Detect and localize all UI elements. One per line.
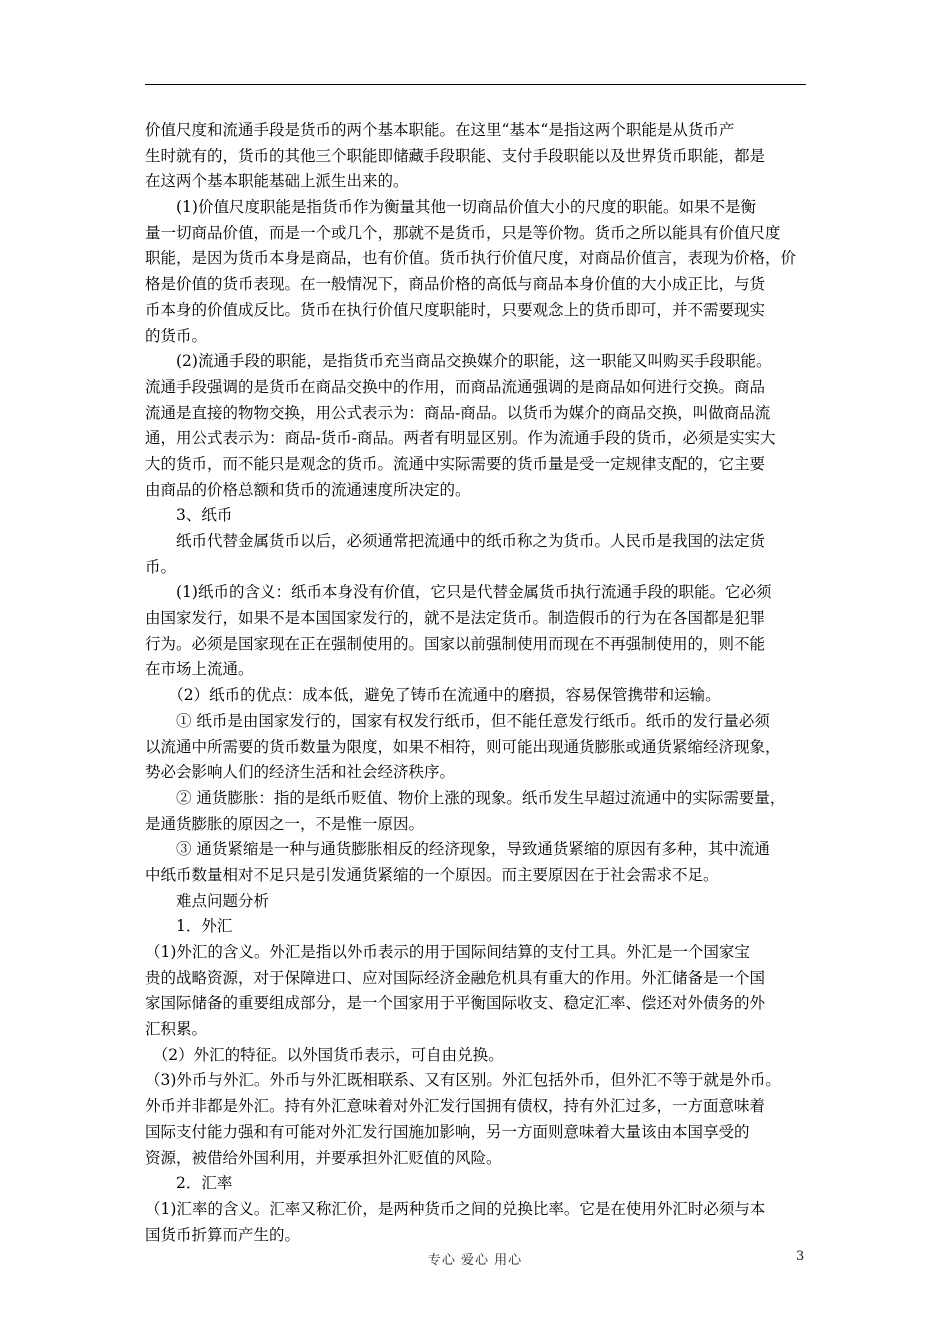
text-line: (1)纸币的含义：纸币本身没有价值，它只是代替金属货币执行流通手段的职能。它必须: [145, 583, 772, 602]
text-line: 大的货币，而不能只是观念的货币。流通中实际需要的货币量是受一定规律支配的，它主要: [145, 454, 766, 473]
page-number: 3: [796, 1249, 805, 1264]
text-line: 2．汇率: [145, 1174, 233, 1193]
text-line: 外币并非都是外汇。持有外汇意味着对外汇发行国拥有债权，持有外汇过多，一方面意味着: [145, 1097, 766, 1116]
text-line: 势必会影响人们的经济生活和社会经济秩序。: [145, 763, 456, 782]
text-line: 生时就有的，货币的其他三个职能即储藏手段职能、支付手段职能以及世界货币职能，都是: [145, 146, 766, 165]
text-line: ② 通货膨胀：指的是纸币贬值、物价上涨的现象。纸币发生早超过流通中的实际需要量，: [145, 788, 786, 807]
text-line: 币。: [145, 557, 177, 576]
text-line: 流通是直接的物物交换，用公式表示为：商品-商品。以货币为媒介的商品交换，叫做商品流: [145, 403, 771, 422]
text-line: 职能，是因为货币本身是商品，也有价值。货币执行价值尺度，对商品价值言，表现为价格，价: [145, 249, 797, 268]
text-line: 是通货膨胀的原因之一，不是惟一原因。: [145, 814, 425, 833]
text-line: 由国家发行，如果不是本国国家发行的，就不是法定货币。制造假币的行为在各国都是犯罪: [145, 609, 766, 628]
text-line: 1．外汇: [145, 917, 233, 936]
text-line: （1)汇率的含义。汇率又称汇价，是两种货币之间的兑换比率。它是在使用外汇时必须与本: [145, 1199, 766, 1218]
text-line: 难点问题分析: [145, 891, 270, 910]
text-line: ① 纸币是由国家发行的，国家有权发行纸币，但不能任意发行纸币。纸币的发行量必须: [145, 711, 770, 730]
text-line: 流通手段强调的是货币在商品交换中的作用，而商品流通强调的是商品如何进行交换。商品: [145, 377, 766, 396]
text-line: ③ 通货紧缩是一种与通货膨胀相反的经济现象，导致通货紧缩的原因有多种，其中流通: [145, 840, 770, 859]
text-line: 国际支付能力强和有可能对外汇发行国施加影响，另一方面则意味着大量该由本国享受的: [145, 1122, 750, 1141]
text-line: 家国际储备的重要组成部分，是一个国家用于平衡国际收支、稳定汇率、偿还对外债务的外: [145, 994, 766, 1013]
footer-motto: 专心 爱心 用心: [427, 1253, 523, 1268]
text-line: （2）外汇的特征。以外国货币表示，可自由兑换。: [145, 1045, 504, 1064]
text-line: 国货币折算而产生的。: [145, 1225, 301, 1244]
text-line: 在这两个基本职能基础上派生出来的。: [145, 172, 409, 191]
text-line: 纸币代替金属货币以后，必须通常把流通中的纸币称之为货币。人民币是我国的法定货: [145, 532, 766, 550]
text-line: 中纸币数量相对不足只是引发通货紧缩的一个原因。而主要原因在于社会需求不足。: [145, 865, 719, 884]
text-line: 资源，被借给外国利用，并要承担外汇贬值的风险。: [145, 1148, 502, 1167]
text-line: 行为。必须是国家现在正在强制使用的。国家以前强制使用而现在不再强制使用的，则不能: [145, 634, 766, 653]
text-line: 以流通中所需要的货币数量为限度，如果不相符，则可能出现通货膨胀或通货紧缩经济现象，: [145, 737, 781, 756]
text-line: （1)外汇的含义。外汇是指以外币表示的用于国际间结算的支付工具。外汇是一个国家宝: [145, 943, 750, 961]
text-line: (1)价值尺度职能是指货币作为衡量其他一切商品价值大小的尺度的职能。如果不是衡: [145, 198, 756, 217]
text-line: 格是价值的货币表现。在一般情况下，商品价格的高低与商品本身价值的大小成正比，与货: [145, 275, 766, 294]
text-line: (2)流通手段的职能，是指货币充当商品交换媒介的职能，这一职能又叫购买手段职能。: [145, 352, 772, 371]
text-line: 的货币。: [145, 326, 208, 345]
text-line: 价值尺度和流通手段是货币的两个基本职能。在这里“基本“是指这两个职能是从货币产: [145, 121, 735, 139]
text-line: 在市场上流通。: [145, 660, 254, 679]
text-line: 贵的战略资源，对于保障进口、应对国际经济金融危机具有重大的作用。外汇储备是一个国: [145, 968, 766, 987]
text-line: 量一切商品价值，而是一个或几个，那就不是货币，只是等价物。货币之所以能具有价值尺度: [145, 223, 781, 242]
text-line: 通，用公式表示为：商品-货币-商品。两者有明显区别。作为流通手段的货币，必须是实实大: [145, 429, 776, 448]
text-line: 3、纸币: [145, 506, 233, 525]
text-line: 币本身的价值成反比。货币在执行价值尺度职能时，只要观念上的货币即可，并不需要现实: [145, 300, 766, 319]
document-body: [145, 118, 810, 1248]
text-line: （2）纸币的优点：成本低，避免了铸币在流通中的磨损，容易保管携带和运输。: [145, 686, 721, 705]
header-rule: [145, 84, 806, 85]
text-line: 汇积累。: [145, 1020, 208, 1039]
text-line: 由商品的价格总额和货币的流通速度所决定的。: [145, 480, 471, 499]
text-line: （3)外币与外汇。外币与外汇既相联系、又有区别。外汇包括外币，但外汇不等于就是外币。: [145, 1071, 781, 1090]
